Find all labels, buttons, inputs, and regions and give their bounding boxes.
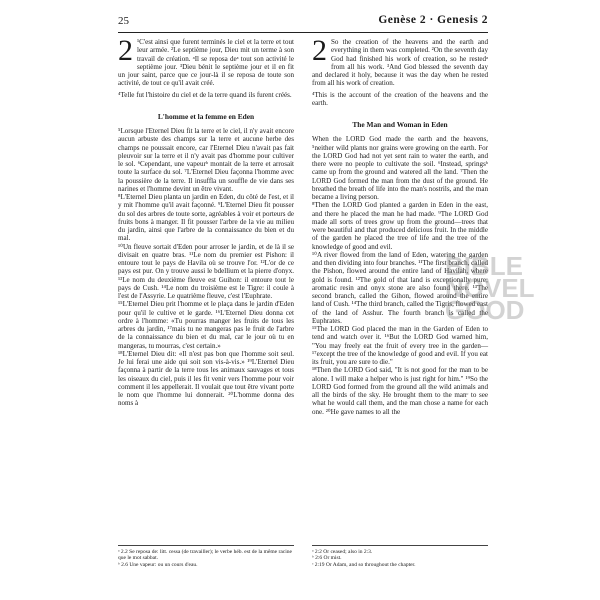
english-body-paragraph: ¹⁰A river flowed from the land of Eden, watering the garden and then dividing into four branches. ¹¹The first branch, called the Pishon, flowed around the entire land of Havilah, where gold is found. ¹²The gold of that land is exceptionally pure; aromatic resin and onyx stone are also found there. ¹³The second branch, called the Gihon, flowed around the entire land of Cush. ¹⁴The third branch, called the Tigris, flowed east of the land of Asshur. The fourth branch is called the Euphrates. [312,250,488,325]
french-body-paragraph: ⁸L'Eternel Dieu planta un jardin en Eden, du côté de l'est, et il y mit l'homme qu'il avait façonné. ⁹L'Eternel Dieu fit pousser du sol des arbres de toute sorte, agréables à voir et porteurs de fruits bons à manger. Il fit pousser l'arbre de la vie au milieu du jardin, ainsi que l'arbre de la connaissance du bien et du mal. [118,193,294,243]
english-column [312,34,488,416]
watermark-line: GOOD [445,295,525,325]
english-footnotes [312,545,488,568]
footnote: ᶜ 2:19 Or Adam, and so throughout the chapter. [312,561,416,568]
watermark-line: NOVEL [445,273,535,303]
watermark-line: BIBLE [445,251,523,281]
english-intro-paragraph: ⁴This is the account of the creation of the heavens and the earth. [312,90,488,107]
english-body-paragraph: ¹⁸Then the LORD God said, "It is not good for the man to be alone. I will make a helper who is just right for him." ¹⁹So the LORD God formed from the ground all the wild animals and all the birds of the sky. He brought them to the manᶜ to see what he would call them, and the man chose a name for each one. ²⁰He gave names to all the [312,366,488,416]
french-intro-paragraph: ¹C'est ainsi que furent terminés le ciel et la terre et tout leur armée. ²Le septième jour, Dieu mit un terme à son travail de création. ᵃIl se reposa deᵃ tout son activité le septième jour. ³Dieu bénit le septième jour et il en fit un jour saint, parce que ce jour-là il se reposa de toute son activité, de tout ce qu'il avait créé. [118,38,294,88]
english-body-paragraph: When the LORD God made the earth and the heavens, ⁵neither wild plants nor grains were growing on the earth. For the LORD God had not yet sent rain to water the earth, and there were no people to cultivate the soil. ⁶Instead, springsᵇ came up from the ground and watered all the land. ⁷Then the LORD God formed the man from the dust of the ground. He breathed the breath of life into the man's nostrils, and the man became a living person. [312,135,488,201]
english-body-paragraph: ¹⁵The LORD God placed the man in the Garden of Eden to tend and watch over it. ¹⁶But the LORD God warned him, "You may freely eat the fruit of every tree in the garden—¹⁷except the tree of the knowledge of good and evil. If you eat its fruit, you are sure to die." [312,325,488,366]
french-body-paragraph: ¹⁰Un fleuve sortait d'Eden pour arroser le jardin, et de là il se divisait en quatre bras. ¹¹Le nom du premier est Pishon: il entoure tout le pays de Havila où se trouve l'or. ¹²L'or de ce pays est pur. On y trouve aussi le bdellium et la pierre d'onyx. ¹³Le nom du deuxième fleuve est Guihon: il entoure tout le pays de Cush. ¹⁴Le nom du troisième est le Tigre: il coule à l'est de l'Assyrie. Le quatrième fleuve, c'est l'Euphrate. [118,242,294,300]
footnote: ᵇ 2.6 Une vapeur: ou un cours d'eau. [118,561,198,568]
english-chapter-number: 2 [312,34,327,67]
english-section-heading: The Man and Woman in Eden [352,120,448,129]
page-header [118,14,488,33]
english-body-paragraph: ⁸Then the LORD God planted a garden in Eden in the east, and there he placed the man he had made. ⁹The LORD God made all sorts of trees grow up from the ground—trees that were beautiful and that produced delicious fruit. In the middle of the garden he placed the tree of life and the tree of the knowledge of good and evil. [312,201,488,251]
running-head: Genèse 2 · Genesis 2 [378,14,488,26]
french-chapter-number: 2 [118,34,133,67]
page-number: 25 [118,15,129,27]
french-intro-paragraph: ⁴Telle fut l'histoire du ciel et de la terre quand ils furent créés. [118,90,292,99]
french-body-paragraph: ¹⁵L'Eternel Dieu prit l'homme et le plaça dans le jardin d'Eden pour qu'il le cultive et le garde. ¹⁶L'Eternel Dieu donna cet ordre à l'homme: «Tu pourras manger les fruits de tous les arbres du jardin, ¹⁷mais tu ne mangeras pas le fruit de l'arbre de la connaissance du bien et du mal, car le jour où tu en mangeras, tu mourras, c'est certain.» [118,300,294,350]
footnote: ᵃ 2.2 Se reposa de: litt. cessa (de travailler); le verbe héb. est de la même racine que le mot sabbat. [118,549,292,562]
french-footnotes [118,545,294,568]
french-body-paragraph: ⁵Lorsque l'Eternel Dieu fit la terre et le ciel, il n'y avait encore aucun arbuste des champs sur la terre et aucune herbe des champs ne poussait encore, car l'Eternel Dieu n'avait pas fait pleuvoir sur la terre et il n'y avait pas d'homme pour cultiver le sol. ⁶Cependant, une vapeurᵇ montait de la terre et arrosait toute la surface du sol. ⁷L'Eternel Dieu façonna l'homme avec la poussière de la terre. Il insuffla un souffle de vie dans ses narines et l'homme devint un être vivant. [118,127,294,193]
french-section-heading: L'homme et la femme en Eden [157,111,255,121]
english-intro-paragraph: So the creation of the heavens and the earth and everything in them was completed. ²On the seventh day God had finished his work of creation, so he restedᵃ from all his work. ³And God blessed the seventh day and declared it holy, because it was the day when he rested from all his work of creation. [312,38,488,88]
footnote: ᵇ 2:6 Or mist. [312,555,342,562]
footnote: ᵃ 2:2 Or ceased; also in 2:3. [312,549,373,555]
french-body-paragraph: ¹⁸L'Eternel Dieu dit: «Il n'est pas bon que l'homme soit seul. Je lui ferai une aide qui soit son vis-à-vis.» ¹⁹L'Eternel Dieu façonna à partir de la terre tous les animaux sauvages et tous les oiseaux du ciel, puis il les fit venir vers l'homme pour voir comment il les appellerait. Il voulait que tout être vivant porte le nom que l'homme lui donnerait. ²⁰L'homme donna des noms à [118,349,294,408]
french-column [118,34,294,408]
